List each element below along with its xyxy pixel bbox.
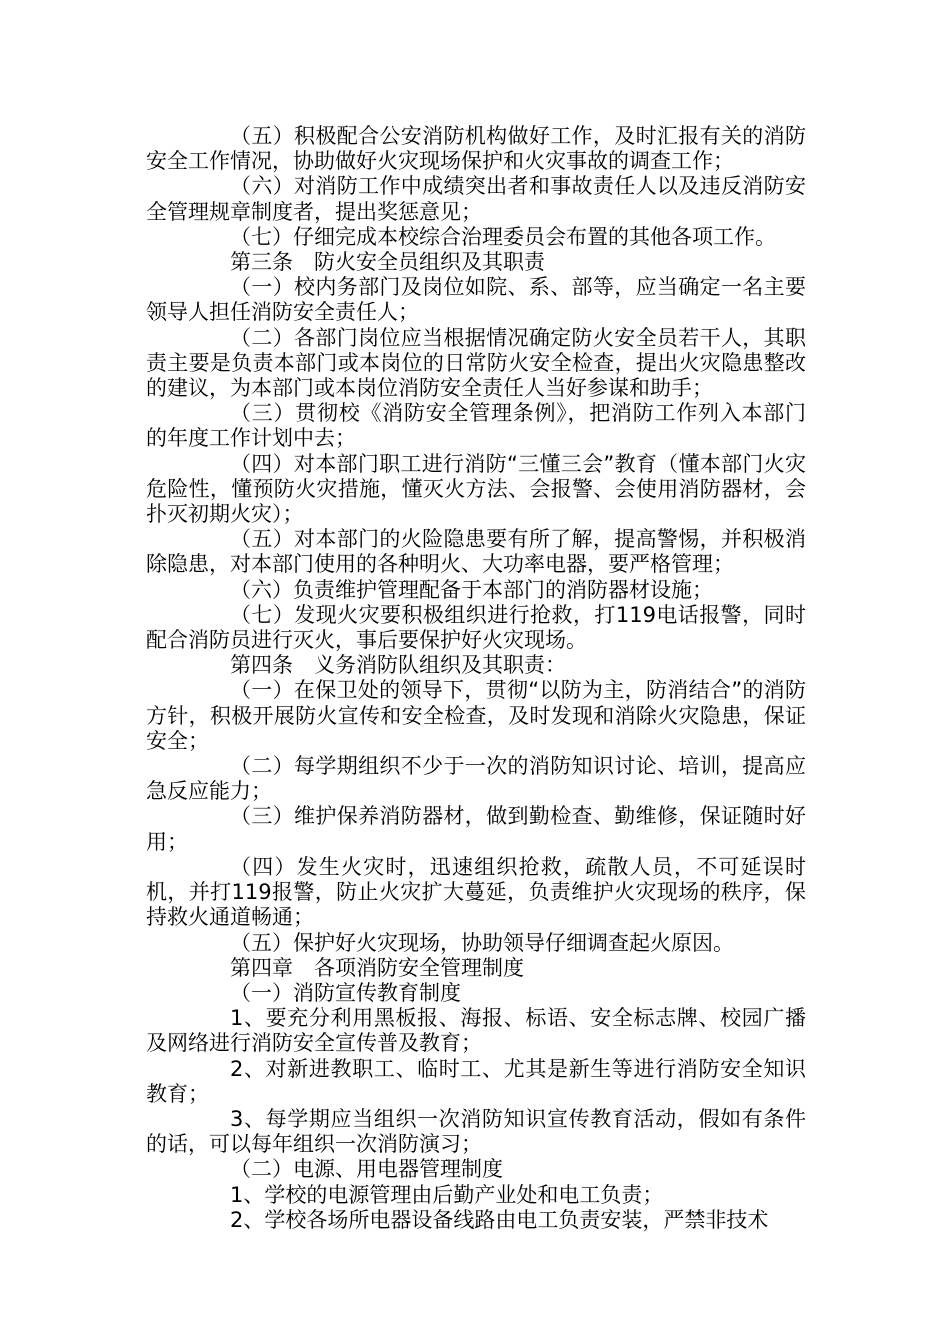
paragraph: （四）发生火灾时，迅速组织抢救，疏散人员，不可延误时机，并打119报警，防止火灾扩大蔓延，负责维护火灾现场的秩序，保持救火通道畅通；: [146, 854, 806, 930]
paragraph: （四）对本部门职工进行消防“三懂三会”教育（懂本部门火灾危险性，懂预防火灾措施，懂灭火方法、会报警、会使用消防器材，会扑灭初期火灾）；: [146, 451, 806, 527]
paragraph: 2、学校各场所电器设备线路由电工负责安装，严禁非技术: [230, 1207, 769, 1232]
paragraph: （一）在保卫处的领导下，贯彻“以防为主，防消结合”的消防方针，积极开展防火宣传和安全检查，及时发现和消除火灾隐患，保证安全；: [146, 678, 806, 753]
paragraph: 2、对新进教职工、临时工、尤其是新生等进行消防安全知识教育；: [146, 1056, 806, 1106]
article-heading: 第四条 义务消防队组织及其职责：: [230, 653, 566, 678]
paragraph: （五）积极配合公安消防机构做好工作，及时汇报有关的消防安全工作情况，协助做好火灾现场保护和火灾事故的调查工作；: [146, 124, 806, 174]
paragraph: （七）仔细完成本校综合治理委员会布置的其他各项工作。: [230, 224, 776, 249]
paragraph: （二）每学期组织不少于一次的消防知识讨论、培训，提高应急反应能力；: [146, 754, 806, 804]
paragraph: （三）维护保养消防器材，做到勤检查、勤维修，保证随时好用；: [146, 804, 806, 854]
paragraph: 3、每学期应当组织一次消防知识宣传教育活动，假如有条件的话，可以每年组织一次消防演习；: [146, 1106, 806, 1157]
paragraph: （二）各部门岗位应当根据情况确定防火安全员若干人，其职责主要是负责本部门或本岗位的日常防火安全检查，提出火灾隐患整改的建议，为本部门或本岗位消防安全责任人当好参谋和助手；: [146, 325, 806, 401]
paragraph: 1、学校的电源管理由后勤产业处和电工负责；: [230, 1182, 664, 1207]
section-heading: （一）消防宣传教育制度: [230, 980, 461, 1005]
paragraph: （三）贯彻校《消防安全管理条例》，把消防工作列入本部门的年度工作计划中去；: [146, 401, 806, 451]
article-heading: 第三条 防火安全员组织及其职责: [230, 250, 545, 275]
paragraph: （六）负责维护管理配备于本部门的消防器材设施；: [230, 577, 713, 602]
paragraph: （五）对本部门的火险隐患要有所了解，提高警惕，并积极消除隐患，对本部门使用的各种明火、大功率电器，要严格管理；: [146, 527, 806, 577]
paragraph: （五）保护好火灾现场，协助领导仔细调查起火原因。: [230, 930, 734, 955]
paragraph: 1、要充分利用黑板报、海报、标语、安全标志牌、校园广播及网络进行消防安全宣传普及教育；: [146, 1006, 806, 1056]
paragraph: （七）发现火灾要积极组织进行抢救，打119电话报警，同时配合消防员进行灭火，事后要保护好火灾现场。: [146, 602, 806, 653]
document-body: [146, 124, 806, 1233]
section-heading: （二）电源、用电器管理制度: [230, 1157, 503, 1182]
chapter-heading: 第四章 各项消防安全管理制度: [230, 955, 524, 980]
paragraph: （六）对消防工作中成绩突出者和事故责任人以及违反消防安全管理规章制度者，提出奖惩意见；: [146, 174, 806, 224]
paragraph: （一）校内务部门及岗位如院、系、部等，应当确定一名主要领导人担任消防安全责任人；: [146, 275, 806, 325]
